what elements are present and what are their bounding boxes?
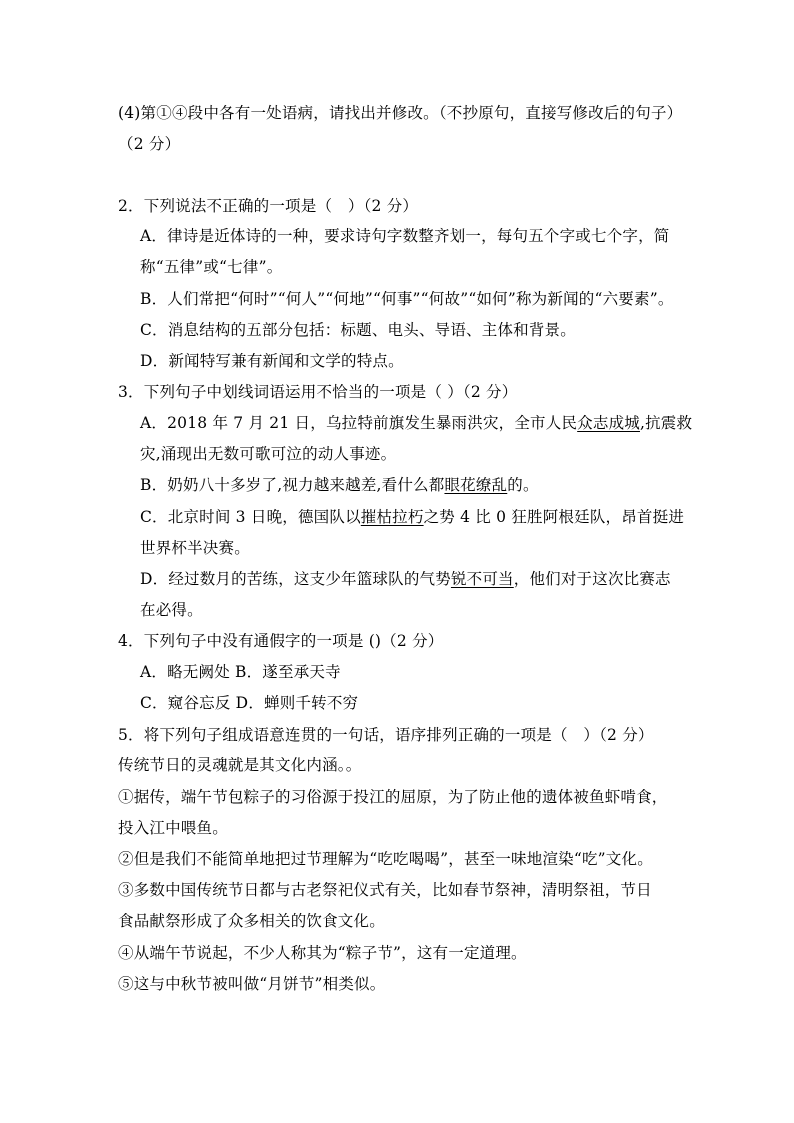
q3-option-d-text: D．经过数月的苦练，这支少年篮球队的气势 — [140, 570, 451, 588]
q5-sentence-2: ②但是我们不能简单地把过节理解为“吃吃喝喝”，甚至一味地渲染“吃”文化。 — [118, 850, 653, 868]
q2-stem: 2．下列说法不正确的一项是（ ）（2 分） — [118, 197, 419, 215]
q3-option-a-line1 — [140, 413, 692, 433]
q3-option-d-underlined-word: 锐不可当 — [450, 570, 514, 588]
q3-option-c-text-tail: 之势 4 比 0 狂胜阿根廷队，昂首挺进 — [423, 508, 685, 526]
q2-option-d: D．新闻特写兼有新闻和文学的特点。 — [140, 352, 404, 370]
q3-option-a-underlined-word: 众志成城 — [577, 414, 640, 432]
q5-sentence-1-line2: 投入江中喂鱼。 — [118, 819, 228, 837]
q2-option-b: B．人们常把“何时”“何人”“何地”“何事”“何故”“如何”称为新闻的“六要素”。 — [140, 290, 674, 308]
q3-option-c-text: C．北京时间 3 日晚，德国队以 — [140, 508, 361, 526]
q3-option-b — [140, 475, 539, 495]
q3-option-b-underlined-word: 眼花缭乱 — [444, 476, 508, 494]
q4-stem: 4．下列句子中没有通假字的一项是 ()（2 分） — [118, 632, 444, 650]
q1-sub4-line2: （2 分） — [118, 135, 181, 153]
q3-option-b-text-tail: 的。 — [507, 476, 539, 494]
q3-option-d-text-tail: ，他们对于这次比赛志 — [513, 570, 671, 588]
q4-options-ab: A．略无阙处 B．遂至承天寺 — [140, 663, 341, 681]
q3-option-d-line1 — [140, 569, 671, 589]
q3-option-a-line2: 灾,涌现出无数可歌可泣的动人事迹。 — [140, 445, 397, 463]
q3-option-a-text: A．2018 年 7 月 21 日，乌拉特前旗发生暴雨洪灾，全市人民 — [140, 414, 578, 432]
q4-options-cd: C．窥谷忘反 D．蝉则千转不穷 — [140, 694, 359, 712]
q5-lead-sentence: 传统节日的灵魂就是其文化内涵。。 — [118, 756, 362, 774]
q3-option-c-underlined-word: 摧枯拉朽 — [360, 508, 424, 526]
q2-option-a-line2: 称“五律”或“七律”。 — [140, 258, 283, 276]
q3-option-c-line2: 世界杯半决赛。 — [140, 539, 250, 557]
q5-sentence-3-line2: 食品献祭形成了众多相关的饮食文化。 — [118, 912, 385, 930]
q3-option-c-line1 — [140, 507, 684, 527]
q3-option-d-line2: 在必得。 — [140, 601, 203, 619]
q5-sentence-4: ④从端午节说起，不少人称其为“粽子节”，这有一定道理。 — [118, 944, 527, 962]
q1-sub4-line1: (4)第①④段中各有一处语病，请找出并修改。（不抄原句，直接写修改后的句子） — [118, 104, 683, 122]
q3-stem: 3．下列句子中划线词语运用不恰当的一项是（ ）（2 分） — [118, 383, 518, 401]
q3-option-a-text-tail: ,抗震救 — [639, 414, 693, 432]
q3-option-b-text: B．奶奶八十多岁了,视力越来越差,看什么都 — [140, 476, 445, 494]
q5-stem: 5．将下列句子组成语意连贯的一句话，语序排列正确的一项是（ ）（2 分） — [118, 726, 654, 744]
q2-option-a-line1: A．律诗是近体诗的一种，要求诗句字数整齐划一，每句五个字或七个字，简 — [140, 227, 670, 245]
q5-sentence-5: ⑤这与中秋节被叫做“月饼节”相类似。 — [118, 975, 386, 993]
q5-sentence-3-line1: ③多数中国传统节日都与古老祭祀仪式有关，比如春节祭神，清明祭祖，节日 — [118, 881, 652, 899]
q2-option-c: C．消息结构的五部分包括：标题、电头、导语、主体和背景。 — [140, 321, 576, 339]
q5-sentence-1-line1: ①据传，端午节包粽子的习俗源于投江的屈原，为了防止他的遗体被鱼虾啃食， — [118, 788, 668, 806]
